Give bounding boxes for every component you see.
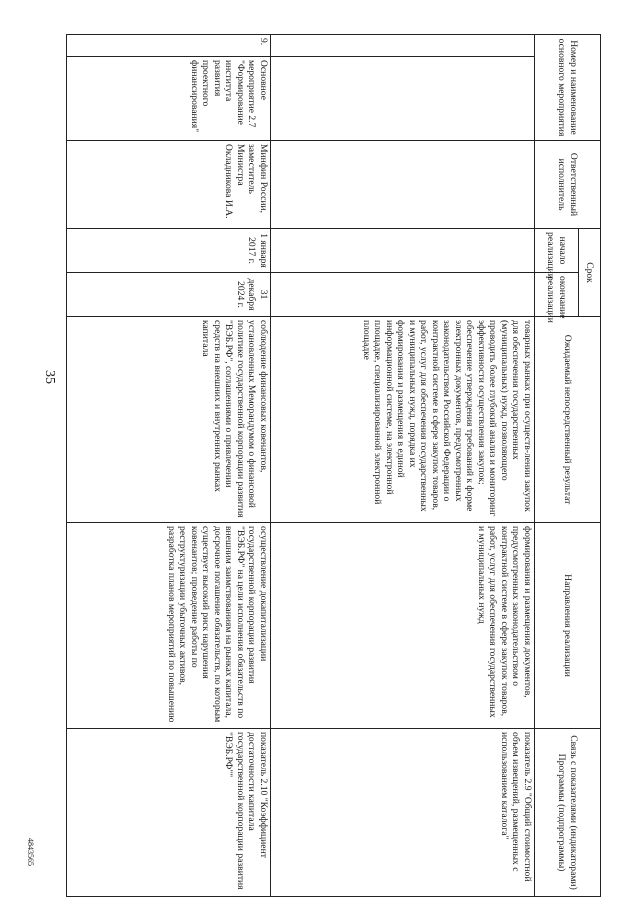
end-date	[271, 273, 535, 317]
header-name: Номер и наименование основного мероприятия	[535, 35, 601, 141]
end-date: 31 декабря 2024 г.	[67, 273, 271, 317]
indicator-link: показатель 2.9 "Общий стоимостной объем извещений, размещенных с использованием каталога"	[271, 729, 535, 897]
header-end: окончание реализации	[535, 273, 579, 317]
rotated-table-page	[67, 34, 601, 896]
header-term: Срок	[579, 229, 601, 317]
expected-result: товарных рынках при осуществ-лении закупок для обеспечения государственных (муниципальных) нужд, позволяющего проводить более глубокий анализ и мониторинг эффективности осуществления закупок; обеспечение утверждения требований к форме электронных документов, предусмотренных законодательством Российской Федерации о контрактной системе в сфере закупок товаров, работ, услуг для обеспечения государственных и муниципальных нужд, порядка их формирования и размещения в единой информационной системе, на электронной площадке, специализированной электронной площадке	[271, 317, 535, 523]
document-id: 4843565	[26, 838, 35, 866]
start-date	[271, 229, 535, 273]
measure-name	[271, 57, 535, 141]
header-link: Связь с показателями (индикаторами) Программы (подпрограммы)	[535, 729, 601, 897]
table-row	[271, 35, 535, 897]
implementation-direction: осуществление докапитализации государственной корпорации развития "ВЭБ.РФ" на цели исполнения обязательств по внешним заимствованиям на рынках капитала, досрочное погашение обязательств, по которым существует высокий риск нарушения ковенантов; проведение работы по реструктуризации убыточных активов, разработка планов мероприятий по повышению	[67, 523, 271, 729]
implementation-direction: формирования и размещения документов, предусмотренных законодательством о контрактной системе в сфере закупок товаров, работ, услуг для обеспечения государственных и муниципальных нужд	[271, 523, 535, 729]
measures-table	[66, 34, 601, 897]
header-responsible: Ответственный исполнитель	[535, 141, 601, 229]
row-number	[271, 35, 535, 57]
header-result: Ожидаемый непосредственный результат	[535, 317, 601, 523]
indicator-link: показатель 2.10 "Коэффициент достаточности капитала государственной корпорации развития "ВЭБ.РФ""	[67, 729, 271, 897]
header-start: начало реализации	[535, 229, 579, 273]
measure-name: Основное мероприятие 2.7 "Формирование института развития проектного финансирования"	[67, 57, 271, 141]
table-row	[67, 35, 271, 897]
header-direction: Направления реализации	[535, 523, 601, 729]
expected-result: соблюдение финансовых ковенантов, установленных Меморандумом о финансовой политике государственной корпорации развития "ВЭБ.РФ", соглашениями о привлечении средств на внешних и внутренних рынках капитала	[67, 317, 271, 523]
responsible-executor	[271, 141, 535, 229]
page-number: 35	[42, 370, 57, 384]
row-number: 9.	[67, 35, 271, 57]
responsible-executor: Минфин России, заместитель Министра Окладникова И.А.	[67, 141, 271, 229]
start-date: 1 января 2017 г.	[67, 229, 271, 273]
